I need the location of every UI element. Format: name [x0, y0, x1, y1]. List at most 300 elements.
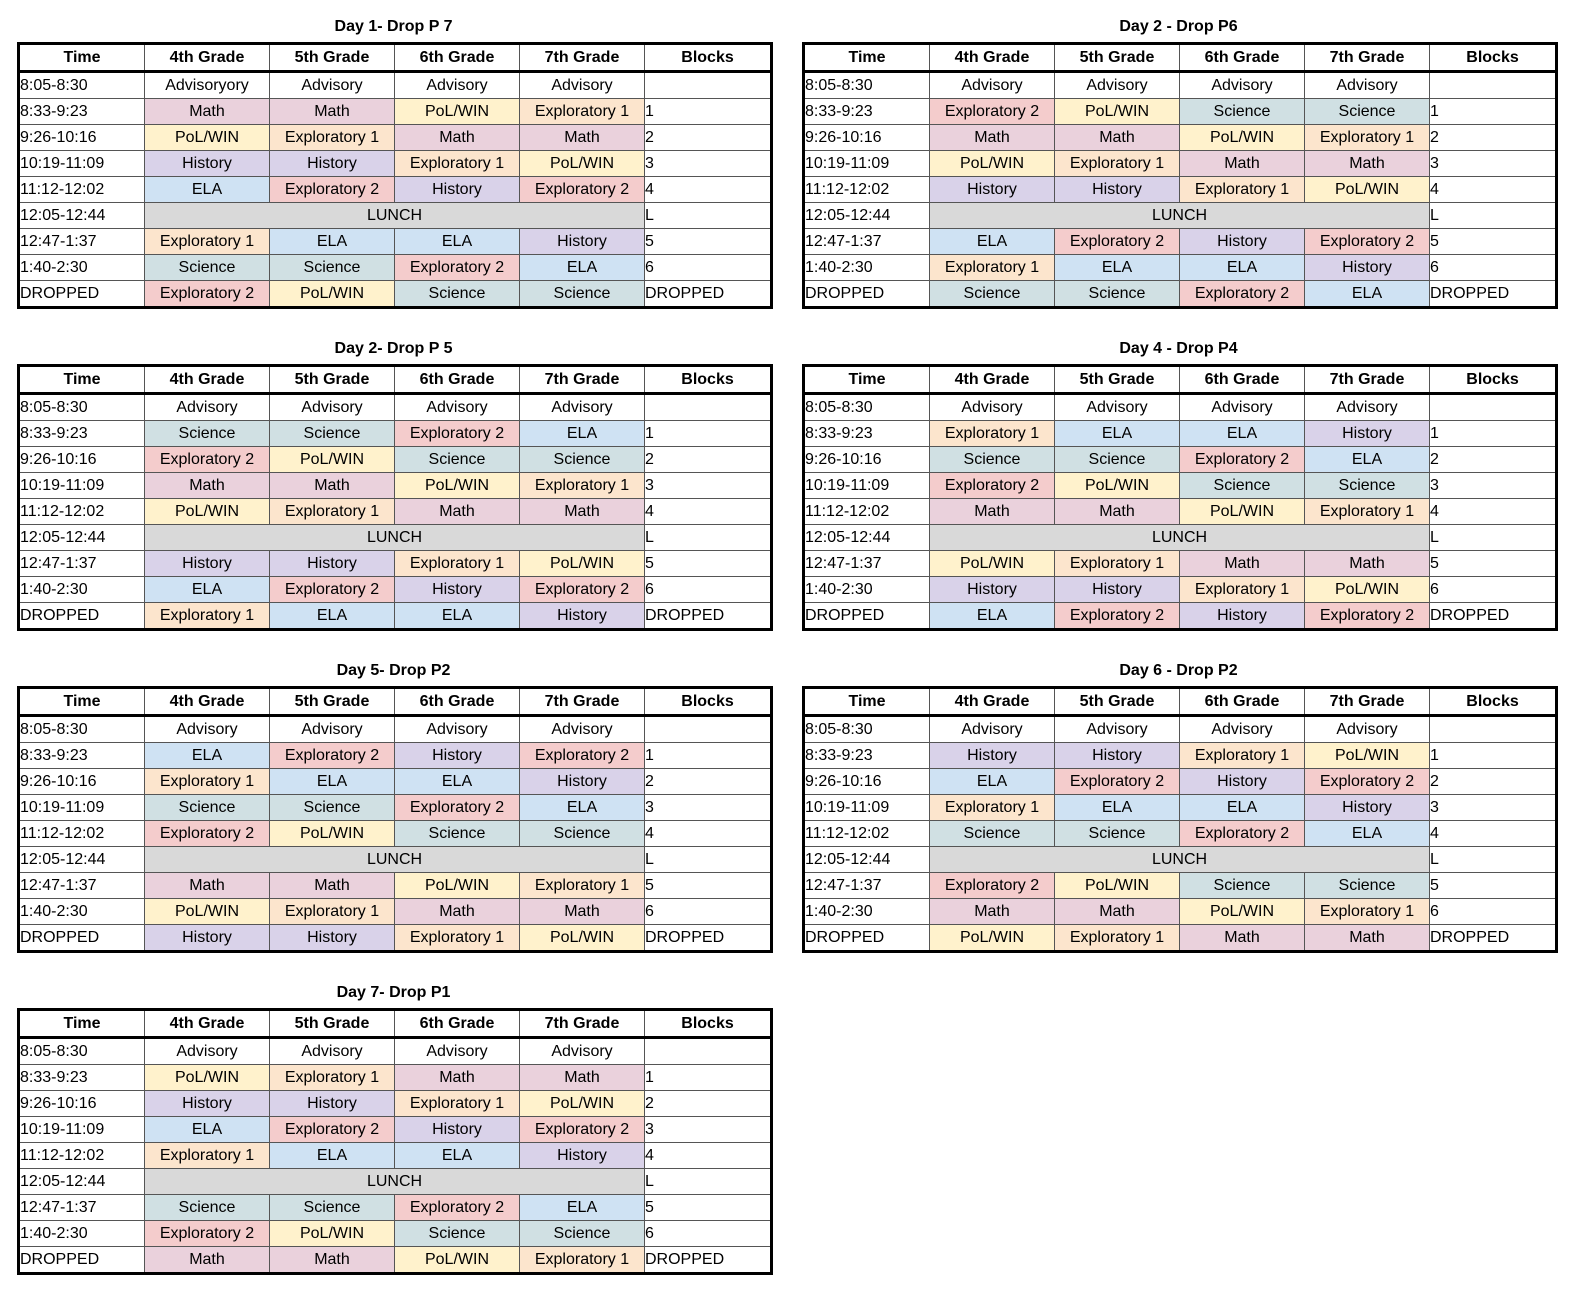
schedule-title: Day 2- Drop P 5	[334, 340, 453, 357]
time-cell: 8:33-9:23	[19, 1065, 145, 1091]
time-cell: 11:12-12:02	[804, 499, 930, 525]
period-row	[19, 72, 772, 99]
day-schedule-day-7	[17, 982, 770, 1275]
subject-cell: Exploratory 2	[145, 281, 270, 308]
block-cell: 1	[645, 743, 772, 769]
block-cell: 1	[645, 99, 772, 125]
subject-cell: PoL/WIN	[270, 281, 395, 308]
subject-cell: History	[395, 177, 520, 203]
subject-cell: History	[520, 1143, 645, 1169]
column-header: Blocks	[645, 1010, 772, 1038]
subject-cell: Science	[270, 421, 395, 447]
subject-cell: PoL/WIN	[520, 551, 645, 577]
subject-cell: Science	[145, 1195, 270, 1221]
schedule-table	[17, 364, 773, 631]
subject-cell: ELA	[395, 769, 520, 795]
column-header: 5th Grade	[270, 1010, 395, 1038]
period-row	[804, 499, 1557, 525]
period-row	[19, 603, 772, 630]
time-cell: 11:12-12:02	[804, 821, 930, 847]
block-cell: DROPPED	[645, 925, 772, 952]
schedule-table	[802, 686, 1558, 953]
subject-cell: Advisory	[930, 72, 1055, 99]
lunch-cell: LUNCH	[145, 847, 645, 873]
block-cell: 5	[1430, 229, 1557, 255]
block-cell: 2	[645, 1091, 772, 1117]
subject-cell: Exploratory 2	[520, 1117, 645, 1143]
subject-cell: ELA	[395, 603, 520, 630]
subject-cell: Exploratory 2	[1180, 447, 1305, 473]
block-cell: 3	[1430, 795, 1557, 821]
column-header: 7th Grade	[520, 44, 645, 72]
subject-cell: PoL/WIN	[1055, 473, 1180, 499]
subject-cell: Exploratory 2	[270, 743, 395, 769]
time-cell: 10:19-11:09	[804, 151, 930, 177]
subject-cell: Math	[1305, 151, 1430, 177]
block-cell: 2	[645, 769, 772, 795]
period-row	[804, 873, 1557, 899]
subject-cell: Math	[145, 873, 270, 899]
subject-cell: History	[930, 177, 1055, 203]
schedule-title: Day 1- Drop P 7	[334, 18, 453, 35]
period-row	[19, 1038, 772, 1065]
column-header: 7th Grade	[1305, 688, 1430, 716]
subject-cell: Math	[1055, 499, 1180, 525]
subject-cell: Math	[270, 1247, 395, 1274]
subject-cell: History	[520, 603, 645, 630]
time-cell: 12:47-1:37	[19, 873, 145, 899]
header-row	[804, 688, 1557, 716]
column-header: Blocks	[1430, 366, 1557, 394]
subject-cell: History	[1305, 795, 1430, 821]
time-cell: 8:05-8:30	[19, 394, 145, 421]
day-schedule-day-1	[17, 16, 770, 309]
subject-cell: PoL/WIN	[270, 447, 395, 473]
time-cell: 12:05-12:44	[19, 525, 145, 551]
block-cell: 5	[645, 873, 772, 899]
subject-cell: ELA	[145, 177, 270, 203]
time-cell: 10:19-11:09	[804, 473, 930, 499]
column-header: 6th Grade	[395, 44, 520, 72]
time-cell: 12:47-1:37	[804, 551, 930, 577]
column-header: 4th Grade	[930, 688, 1055, 716]
subject-cell: Math	[520, 125, 645, 151]
lunch-cell: LUNCH	[145, 1169, 645, 1195]
subject-cell: History	[1305, 255, 1430, 281]
column-header: Time	[804, 688, 930, 716]
column-header: 4th Grade	[145, 1010, 270, 1038]
subject-cell: Exploratory 2	[145, 447, 270, 473]
time-cell: DROPPED	[804, 281, 930, 308]
subject-cell: ELA	[520, 1195, 645, 1221]
block-cell: 6	[1430, 255, 1557, 281]
time-cell: 8:05-8:30	[19, 72, 145, 99]
block-cell: DROPPED	[645, 1247, 772, 1274]
subject-cell: PoL/WIN	[930, 925, 1055, 952]
subject-cell: Math	[145, 99, 270, 125]
subject-cell: Advisory	[395, 716, 520, 743]
time-cell: 12:47-1:37	[19, 551, 145, 577]
subject-cell: Advisory	[395, 72, 520, 99]
subject-cell: Exploratory 1	[1305, 899, 1430, 925]
period-row	[19, 1065, 772, 1091]
header-row	[804, 366, 1557, 394]
block-cell	[1430, 716, 1557, 743]
subject-cell: Math	[1180, 925, 1305, 952]
subject-cell: ELA	[270, 603, 395, 630]
subject-cell: History	[145, 551, 270, 577]
time-cell: DROPPED	[19, 1247, 145, 1274]
subject-cell: PoL/WIN	[1180, 499, 1305, 525]
period-row	[804, 551, 1557, 577]
period-row	[804, 99, 1557, 125]
period-row	[19, 795, 772, 821]
subject-cell: PoL/WIN	[395, 873, 520, 899]
time-cell: 12:05-12:44	[19, 847, 145, 873]
time-cell: 9:26-10:16	[19, 447, 145, 473]
day-schedule-day-5	[17, 660, 770, 953]
subject-cell: History	[1055, 177, 1180, 203]
subject-cell: Exploratory 1	[1305, 499, 1430, 525]
subject-cell: Exploratory 1	[395, 151, 520, 177]
block-cell: 4	[1430, 821, 1557, 847]
period-row	[804, 72, 1557, 99]
time-cell: 12:47-1:37	[19, 229, 145, 255]
subject-cell: PoL/WIN	[1180, 125, 1305, 151]
subject-cell: Science	[145, 795, 270, 821]
subject-cell: Math	[270, 99, 395, 125]
subject-cell: Science	[145, 421, 270, 447]
period-row	[19, 1117, 772, 1143]
schedule-title: Day 7- Drop P1	[336, 984, 451, 1001]
subject-cell: Advisory	[145, 716, 270, 743]
period-row	[804, 447, 1557, 473]
block-cell: 5	[1430, 551, 1557, 577]
time-cell: 8:33-9:23	[19, 421, 145, 447]
subject-cell: Exploratory 2	[930, 473, 1055, 499]
block-cell	[1430, 394, 1557, 421]
time-cell: 1:40-2:30	[804, 899, 930, 925]
subject-cell: Math	[1055, 125, 1180, 151]
column-header: 7th Grade	[520, 366, 645, 394]
column-header: Time	[19, 1010, 145, 1038]
period-row	[804, 177, 1557, 203]
period-row	[19, 255, 772, 281]
subject-cell: Exploratory 2	[145, 1221, 270, 1247]
period-row	[804, 125, 1557, 151]
subject-cell: PoL/WIN	[1055, 99, 1180, 125]
time-cell: 8:33-9:23	[19, 743, 145, 769]
header-row	[804, 44, 1557, 72]
subject-cell: Exploratory 2	[1180, 821, 1305, 847]
subject-cell: Science	[930, 281, 1055, 308]
subject-cell: Advisory	[1055, 394, 1180, 421]
time-cell: 8:05-8:30	[19, 716, 145, 743]
schedule-table	[17, 1008, 773, 1275]
column-header: 4th Grade	[930, 366, 1055, 394]
period-row	[19, 925, 772, 952]
period-row	[19, 743, 772, 769]
subject-cell: Math	[270, 473, 395, 499]
subject-cell: Advisory	[520, 72, 645, 99]
block-cell: 6	[1430, 899, 1557, 925]
subject-cell: ELA	[270, 229, 395, 255]
day-schedule-day-6	[802, 660, 1555, 953]
subject-cell: Science	[520, 447, 645, 473]
subject-cell: Exploratory 2	[395, 795, 520, 821]
subject-cell: Science	[395, 1221, 520, 1247]
block-cell: 3	[1430, 151, 1557, 177]
period-row	[804, 847, 1557, 873]
block-cell: 1	[1430, 99, 1557, 125]
subject-cell: ELA	[1180, 255, 1305, 281]
subject-cell: Science	[1180, 873, 1305, 899]
period-row	[19, 847, 772, 873]
subject-cell: Advisory	[1180, 394, 1305, 421]
period-row	[19, 421, 772, 447]
subject-cell: Exploratory 1	[1180, 743, 1305, 769]
subject-cell: Exploratory 2	[520, 177, 645, 203]
period-row	[19, 229, 772, 255]
lunch-cell: LUNCH	[145, 203, 645, 229]
block-cell: 3	[645, 1117, 772, 1143]
block-cell: 1	[645, 421, 772, 447]
subject-cell: Exploratory 1	[270, 899, 395, 925]
block-cell: DROPPED	[1430, 925, 1557, 952]
subject-cell: Exploratory 1	[270, 1065, 395, 1091]
block-cell: 4	[645, 821, 772, 847]
header-row	[19, 688, 772, 716]
block-cell: 4	[1430, 499, 1557, 525]
period-row	[19, 821, 772, 847]
column-header: Blocks	[645, 688, 772, 716]
block-cell: 3	[1430, 473, 1557, 499]
subject-cell: Advisory	[520, 1038, 645, 1065]
subject-cell: PoL/WIN	[1305, 177, 1430, 203]
time-cell: 12:05-12:44	[19, 203, 145, 229]
block-cell: 2	[1430, 769, 1557, 795]
lunch-cell: LUNCH	[930, 203, 1430, 229]
column-header: 7th Grade	[1305, 366, 1430, 394]
subject-cell: PoL/WIN	[1305, 743, 1430, 769]
subject-cell: Exploratory 1	[395, 1091, 520, 1117]
time-cell: 1:40-2:30	[19, 255, 145, 281]
subject-cell: PoL/WIN	[270, 1221, 395, 1247]
time-cell: 1:40-2:30	[804, 255, 930, 281]
period-row	[804, 203, 1557, 229]
column-header: 4th Grade	[145, 366, 270, 394]
subject-cell: PoL/WIN	[520, 1091, 645, 1117]
subject-cell: History	[270, 1091, 395, 1117]
period-row	[804, 821, 1557, 847]
subject-cell: Exploratory 2	[930, 873, 1055, 899]
time-cell: 8:05-8:30	[804, 72, 930, 99]
block-cell: DROPPED	[645, 281, 772, 308]
subject-cell: ELA	[1305, 821, 1430, 847]
subject-cell: History	[1305, 421, 1430, 447]
subject-cell: Exploratory 2	[1305, 769, 1430, 795]
subject-cell: Exploratory 1	[1305, 125, 1430, 151]
subject-cell: Advisory	[270, 394, 395, 421]
column-header: 5th Grade	[1055, 366, 1180, 394]
time-cell: 12:47-1:37	[804, 873, 930, 899]
column-header: 7th Grade	[1305, 44, 1430, 72]
subject-cell: ELA	[1305, 447, 1430, 473]
column-header: Time	[19, 688, 145, 716]
subject-cell: Exploratory 2	[930, 99, 1055, 125]
column-header: Time	[804, 44, 930, 72]
time-cell: 11:12-12:02	[19, 1143, 145, 1169]
subject-cell: Exploratory 1	[145, 229, 270, 255]
subject-cell: History	[145, 1091, 270, 1117]
time-cell: 1:40-2:30	[19, 899, 145, 925]
subject-cell: Exploratory 2	[1055, 603, 1180, 630]
subject-cell: Advisory	[1055, 716, 1180, 743]
time-cell: 12:05-12:44	[804, 847, 930, 873]
subject-cell: PoL/WIN	[270, 821, 395, 847]
subject-cell: Science	[930, 447, 1055, 473]
subject-cell: Science	[1055, 821, 1180, 847]
time-cell: 11:12-12:02	[804, 177, 930, 203]
subject-cell: Exploratory 1	[520, 99, 645, 125]
lunch-cell: LUNCH	[145, 525, 645, 551]
subject-cell: Advisory	[1305, 716, 1430, 743]
block-cell	[1430, 72, 1557, 99]
subject-cell: Science	[1305, 99, 1430, 125]
subject-cell: Science	[520, 1221, 645, 1247]
block-cell	[645, 72, 772, 99]
schedule-table	[17, 686, 773, 953]
subject-cell: Exploratory 1	[930, 421, 1055, 447]
column-header: Time	[19, 44, 145, 72]
block-cell: 6	[645, 1221, 772, 1247]
subject-cell: History	[270, 151, 395, 177]
subject-cell: Advisory	[145, 1038, 270, 1065]
subject-cell: PoL/WIN	[395, 99, 520, 125]
subject-cell: Advisory	[1305, 394, 1430, 421]
time-cell: 12:05-12:44	[19, 1169, 145, 1195]
subject-cell: Advisory	[1305, 72, 1430, 99]
block-cell: L	[645, 525, 772, 551]
subject-cell: PoL/WIN	[520, 151, 645, 177]
subject-cell: Science	[395, 281, 520, 308]
time-cell: 8:33-9:23	[804, 99, 930, 125]
period-row	[804, 525, 1557, 551]
time-cell: 10:19-11:09	[19, 151, 145, 177]
column-header: 6th Grade	[1180, 688, 1305, 716]
column-header: 7th Grade	[520, 1010, 645, 1038]
subject-cell: ELA	[145, 577, 270, 603]
block-cell: L	[645, 203, 772, 229]
block-cell	[645, 394, 772, 421]
subject-cell: Advisory	[1055, 72, 1180, 99]
subject-cell: ELA	[1055, 421, 1180, 447]
period-row	[19, 125, 772, 151]
subject-cell: Exploratory 1	[395, 551, 520, 577]
period-row	[19, 177, 772, 203]
subject-cell: ELA	[930, 769, 1055, 795]
time-cell: 8:05-8:30	[804, 394, 930, 421]
subject-cell: PoL/WIN	[145, 1065, 270, 1091]
subject-cell: ELA	[1305, 281, 1430, 308]
subject-cell: ELA	[520, 255, 645, 281]
column-header: 6th Grade	[395, 688, 520, 716]
subject-cell: Science	[1055, 281, 1180, 308]
subject-cell: Exploratory 2	[145, 821, 270, 847]
subject-cell: ELA	[930, 229, 1055, 255]
schedule-title: Day 6 - Drop P2	[1119, 662, 1238, 679]
subject-cell: History	[145, 151, 270, 177]
subject-cell: Math	[395, 499, 520, 525]
subject-cell: Math	[930, 499, 1055, 525]
subject-cell: Exploratory 1	[520, 1247, 645, 1274]
period-row	[804, 603, 1557, 630]
column-header: Blocks	[645, 366, 772, 394]
time-cell: 10:19-11:09	[19, 1117, 145, 1143]
block-cell: DROPPED	[1430, 603, 1557, 630]
subject-cell: Exploratory 2	[520, 743, 645, 769]
subject-cell: History	[1180, 229, 1305, 255]
column-header: 5th Grade	[1055, 688, 1180, 716]
period-row	[19, 203, 772, 229]
time-cell: 12:05-12:44	[804, 203, 930, 229]
period-row	[804, 925, 1557, 952]
schedule-title: Day 4 - Drop P4	[1119, 340, 1238, 357]
subject-cell: History	[395, 743, 520, 769]
period-row	[19, 1169, 772, 1195]
subject-cell: Exploratory 1	[270, 125, 395, 151]
subject-cell: Science	[520, 281, 645, 308]
subject-cell: Advisory	[930, 394, 1055, 421]
column-header: 4th Grade	[145, 688, 270, 716]
time-cell: 1:40-2:30	[19, 1221, 145, 1247]
subject-cell: Math	[1180, 151, 1305, 177]
period-row	[19, 151, 772, 177]
block-cell	[645, 1038, 772, 1065]
schedule-title: Day 2 - Drop P6	[1119, 18, 1238, 35]
time-cell: 12:05-12:44	[804, 525, 930, 551]
period-row	[19, 1221, 772, 1247]
block-cell: 2	[645, 125, 772, 151]
time-cell: 1:40-2:30	[19, 577, 145, 603]
block-cell: 4	[1430, 177, 1557, 203]
block-cell: 4	[645, 1143, 772, 1169]
subject-cell: PoL/WIN	[145, 125, 270, 151]
subject-cell: ELA	[930, 603, 1055, 630]
period-row	[19, 873, 772, 899]
column-header: Blocks	[645, 44, 772, 72]
time-cell: 1:40-2:30	[804, 577, 930, 603]
period-row	[804, 255, 1557, 281]
subject-cell: Exploratory 1	[520, 473, 645, 499]
subject-cell: Exploratory 1	[1055, 151, 1180, 177]
block-cell: 5	[645, 1195, 772, 1221]
time-cell: 8:05-8:30	[19, 1038, 145, 1065]
time-cell: DROPPED	[804, 925, 930, 952]
block-cell: 6	[645, 577, 772, 603]
subject-cell: Science	[395, 821, 520, 847]
period-row	[804, 716, 1557, 743]
subject-cell: Math	[1305, 925, 1430, 952]
subject-cell: Math	[395, 125, 520, 151]
subject-cell: History	[1180, 769, 1305, 795]
period-row	[804, 394, 1557, 421]
time-cell: 10:19-11:09	[19, 473, 145, 499]
subject-cell: History	[930, 577, 1055, 603]
subject-cell: Advisory	[930, 716, 1055, 743]
header-row	[19, 1010, 772, 1038]
period-row	[19, 1091, 772, 1117]
